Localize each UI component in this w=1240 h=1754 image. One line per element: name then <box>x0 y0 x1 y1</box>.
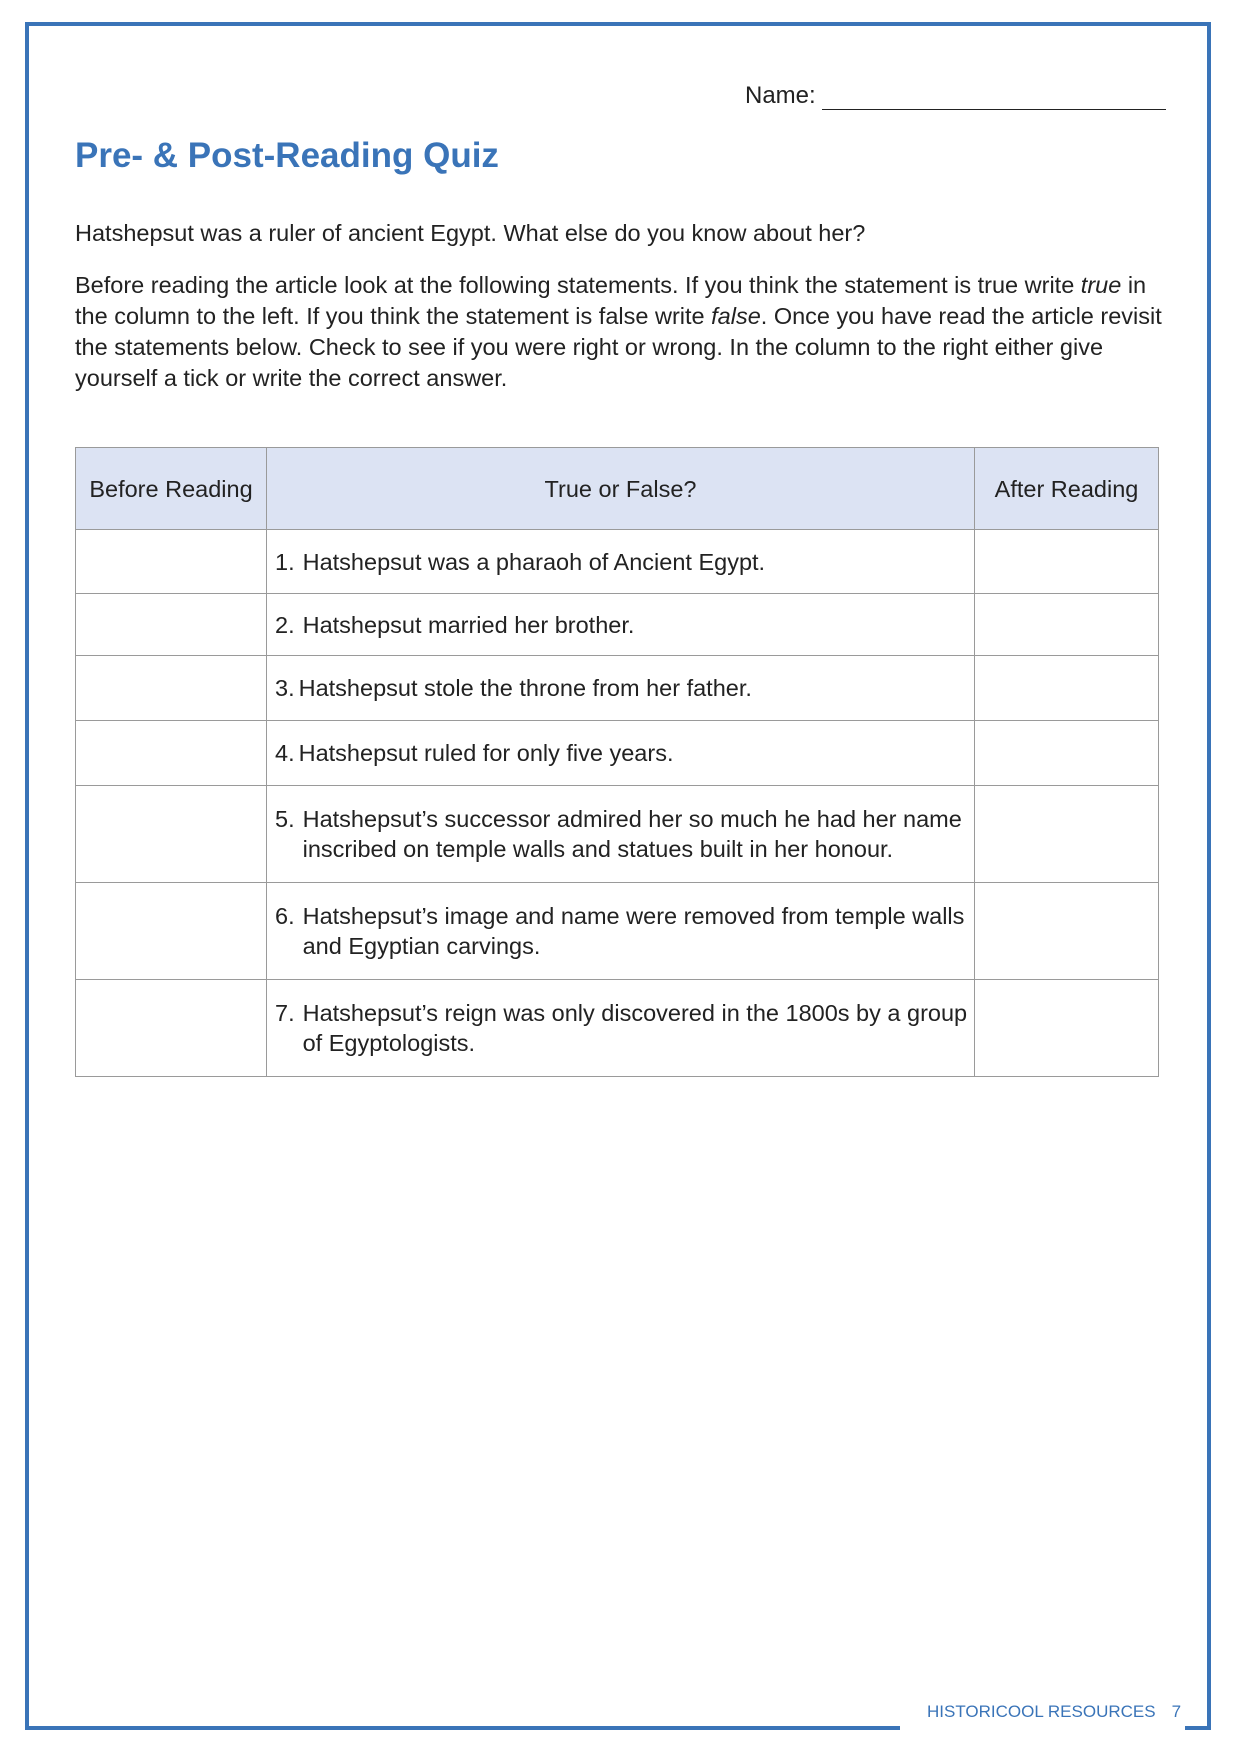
statement-cell-7 <box>267 980 975 1077</box>
after-answer-cell-7[interactable] <box>975 980 1159 1077</box>
before-answer-cell-1[interactable] <box>76 530 267 594</box>
instructions-part-3: . Once you have read the article revisit the statements below. Check to see if you were right or wrong. In the column to the right either give yourself a tick or write the correct answer. <box>75 303 1162 391</box>
statement-number: 4. <box>275 740 295 766</box>
statement-number: 2. <box>275 611 295 638</box>
statement-cell-5 <box>267 786 975 883</box>
page-border-bottom-right <box>1185 1726 1211 1730</box>
page-footer <box>927 1702 1181 1722</box>
after-answer-cell-5[interactable] <box>975 786 1159 883</box>
statement-text: Hatshepsut’s image and name were removed from temple walls and Egyptian carvings. <box>302 903 965 959</box>
before-answer-cell-7[interactable] <box>76 980 267 1077</box>
page-title: Pre- & Post-Reading Quiz <box>75 136 499 175</box>
statement-cell-6 <box>267 883 975 980</box>
instructions-text <box>75 270 1165 394</box>
after-answer-cell-2[interactable] <box>975 594 1159 656</box>
statement-number: 6. <box>275 903 295 929</box>
statement-text: Hatshepsut stole the throne from her father. <box>298 675 752 701</box>
instructions-part-1: Before reading the article look at the following statements. If you think the statement is true write <box>75 272 1081 298</box>
name-write-line[interactable] <box>822 85 1166 110</box>
intro-text: Hatshepsut was a ruler of ancient Egypt. What else do you know about her? <box>75 220 866 246</box>
statement-cell-3 <box>267 656 975 721</box>
header-before-reading: Before Reading <box>76 448 267 530</box>
statement-number: 1. <box>275 548 295 575</box>
table-header-row <box>76 448 1159 530</box>
table-row <box>76 883 1159 980</box>
page-number: 7 <box>1171 1702 1182 1721</box>
table-row <box>76 721 1159 786</box>
statement-cell-4 <box>267 721 975 786</box>
statement-number: 5. <box>275 806 295 832</box>
table-row <box>76 656 1159 721</box>
statement-text: Hatshepsut ruled for only five years. <box>298 740 674 766</box>
statement-number: 7. <box>275 1000 295 1026</box>
instructions-false-word: false <box>711 303 761 329</box>
table-row <box>76 594 1159 656</box>
before-answer-cell-4[interactable] <box>76 721 267 786</box>
before-answer-cell-5[interactable] <box>76 786 267 883</box>
before-answer-cell-2[interactable] <box>76 594 267 656</box>
statement-number: 3. <box>275 675 295 701</box>
statement-cell-2 <box>267 594 975 656</box>
statement-text: Hatshepsut married her brother. <box>302 611 635 638</box>
name-field <box>745 82 1166 110</box>
after-answer-cell-1[interactable] <box>975 530 1159 594</box>
statement-text: Hatshepsut was a pharaoh of Ancient Egypt. <box>302 548 766 575</box>
before-answer-cell-3[interactable] <box>76 656 267 721</box>
table-row <box>76 530 1159 594</box>
header-after-reading: After Reading <box>975 448 1159 530</box>
page-border-bottom-left <box>25 1726 900 1730</box>
instructions-part-2: in the column to the left. If you think the statement is false write <box>75 272 1147 329</box>
statement-text: Hatshepsut’s reign was only discovered in the 1800s by a group of Egyptologists. <box>302 1000 968 1056</box>
statement-text: Hatshepsut’s successor admired her so much he had her name inscribed on temple walls and statues built in her honour. <box>302 806 962 862</box>
table-row <box>76 980 1159 1077</box>
after-answer-cell-6[interactable] <box>975 883 1159 980</box>
after-answer-cell-4[interactable] <box>975 721 1159 786</box>
after-answer-cell-3[interactable] <box>975 656 1159 721</box>
table-row <box>76 786 1159 883</box>
footer-brand: HISTORICOOL RESOURCES <box>927 1702 1156 1721</box>
quiz-table <box>75 447 1159 1077</box>
before-answer-cell-6[interactable] <box>76 883 267 980</box>
name-label: Name: <box>745 82 816 109</box>
statement-cell-1 <box>267 530 975 594</box>
header-true-or-false: True or False? <box>267 448 975 530</box>
instructions-true-word: true <box>1080 272 1122 298</box>
